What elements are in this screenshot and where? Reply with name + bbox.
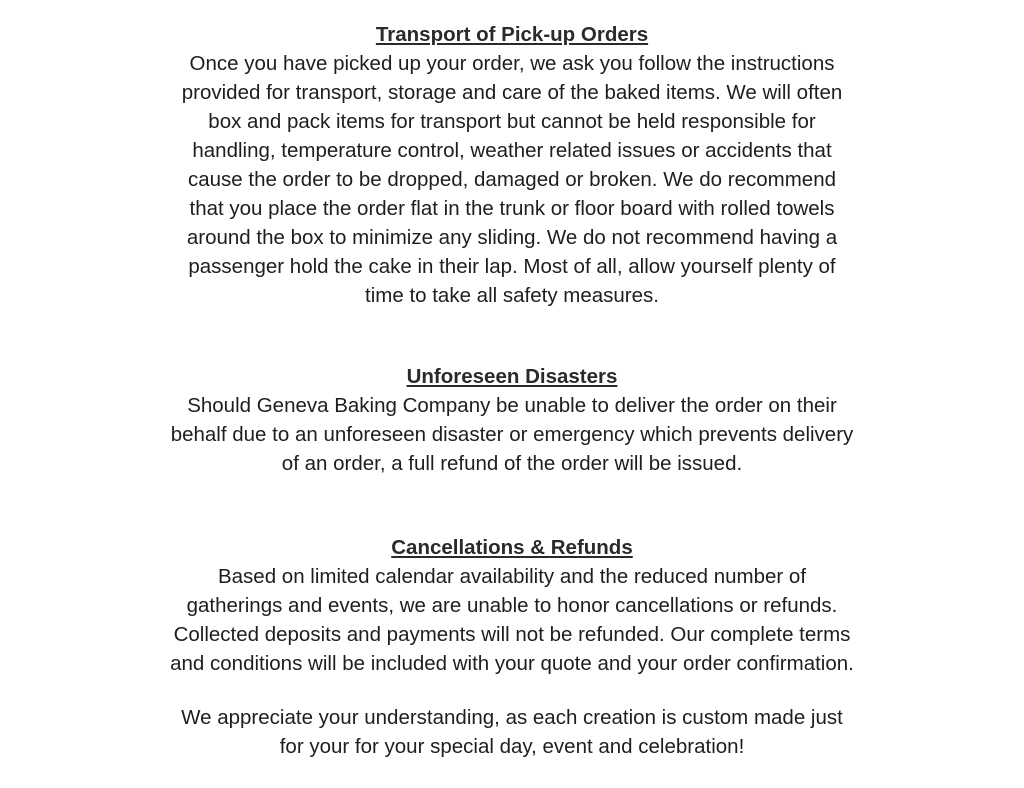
section-heading-disasters: Unforeseen Disasters xyxy=(406,365,618,388)
paragraph-line: handling, temperature control, weather related issues or accidents that xyxy=(192,139,832,162)
paragraph-line: Collected deposits and payments will not be refunded. Our complete terms xyxy=(173,623,851,646)
section-heading-cancellations: Cancellations & Refunds xyxy=(391,536,633,559)
paragraph-line: provided for transport, storage and care of the baked items. We will often xyxy=(181,81,843,104)
paragraph-line: We appreciate your understanding, as each creation is custom made just xyxy=(181,706,843,729)
paragraph-line: for your for your special day, event and celebration! xyxy=(279,735,745,758)
paragraph-line: Should Geneva Baking Company be unable to deliver the order on their xyxy=(187,394,837,417)
paragraph-line: Once you have picked up your order, we ask you follow the instructions xyxy=(189,52,835,75)
paragraph-line: that you place the order flat in the trunk or floor board with rolled towels xyxy=(189,197,835,220)
section-transport xyxy=(0,20,1024,310)
section-cancellations xyxy=(0,533,1024,678)
section-disasters xyxy=(0,362,1024,478)
section-heading-transport: Transport of Pick-up Orders xyxy=(375,23,649,46)
paragraph-line: and conditions will be included with your quote and your order confirmation. xyxy=(170,652,854,675)
section-closing xyxy=(0,703,1024,761)
paragraph-line: box and pack items for transport but cannot be held responsible for xyxy=(208,110,816,133)
paragraph-line: around the box to minimize any sliding. We do not recommend having a xyxy=(186,226,838,249)
paragraph-line: passenger hold the cake in their lap. Most of all, allow yourself plenty of xyxy=(188,255,836,278)
paragraph-line: behalf due to an unforeseen disaster or emergency which prevents delivery xyxy=(170,423,854,446)
paragraph-line: time to take all safety measures. xyxy=(365,284,659,307)
paragraph-line: of an order, a full refund of the order will be issued. xyxy=(281,452,743,475)
paragraph-line: gatherings and events, we are unable to honor cancellations or refunds. xyxy=(186,594,838,617)
paragraph-line: cause the order to be dropped, damaged or broken. We do recommend xyxy=(187,168,837,191)
paragraph-line: Based on limited calendar availability and the reduced number of xyxy=(217,565,807,588)
